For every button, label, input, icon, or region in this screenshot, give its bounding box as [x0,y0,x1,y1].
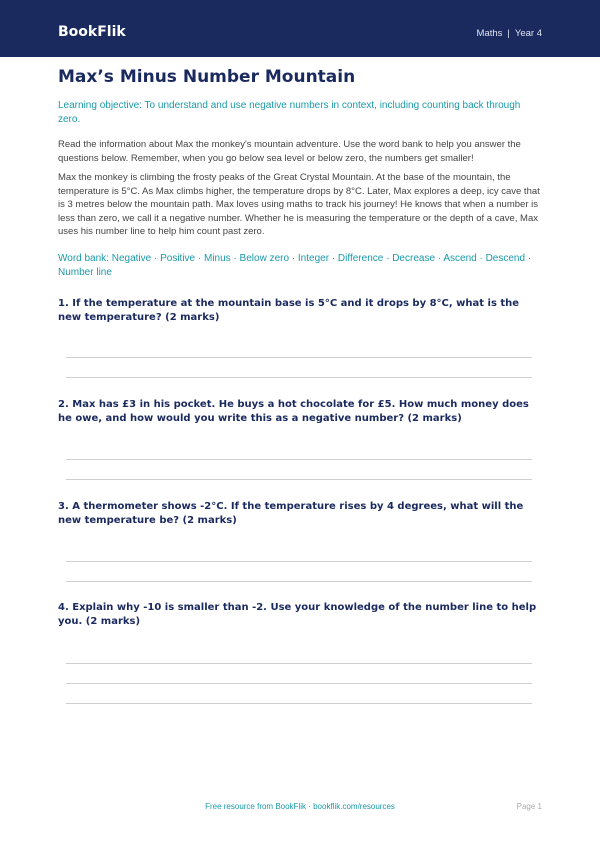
worksheet-title: Max’s Minus Number Mountain [58,67,356,87]
subject-label [477,28,542,39]
answer-line[interactable] [66,357,532,358]
answer-line[interactable] [66,703,532,704]
question-1: 1. If the temperature at the mountain base is 5°C and it drops by 8°C, what is the new temperature? (2 marks) [58,298,520,323]
year-group: Year 4 [514,28,542,39]
answer-line[interactable] [66,479,532,480]
footer-credit: Free resource from BookFlik · bookflik.com/resources [205,802,395,811]
instructions-paragraph: Read the information about Max the monkey's mountain adventure. Use the word bank to help you answer the questions below. Remember, when you go below sea level or below zero, the numbers get smaller! [58,139,521,164]
subject-name: Maths [476,28,503,39]
brand-logo: BookFlik [58,24,126,40]
word-bank: Word bank: Negative · Positive · Minus · Below zero · Integer · Difference · Decrease · Ascend · Descend · Number line [58,253,532,278]
answer-line[interactable] [66,683,532,684]
question-2: 2. Max has £3 in his pocket. He buys a hot chocolate for £5. How much money does he owe, and how would you write this as a negative number? (2 marks) [58,399,529,424]
answer-line[interactable] [66,561,532,562]
answer-line[interactable] [66,459,532,460]
question-3: 3. A thermometer shows -2°C. If the temperature rises by 4 degrees, what will the new temperature be? (2 marks) [58,501,524,526]
page-header [0,0,600,57]
answer-line[interactable] [66,581,532,582]
answer-line[interactable] [66,377,532,378]
answer-line[interactable] [66,663,532,664]
question-4: 4. Explain why -10 is smaller than -2. Use your knowledge of the number line to help you. (2 marks) [58,602,537,627]
subject-separator: | [507,28,510,39]
story-paragraph: Max the monkey is climbing the frosty peaks of the Great Crystal Mountain. At the base of the mountain, the temperature is 5°C. As Max climbs higher, the temperature drops by 8°C. Later, Max explores a deep, icy cave that is 3 metres below the mountain path. Max loves using maths to track his journey! He knows that when a number is less than zero, we call it a negative number. Whether he is measuring the temperature or the depth of a cave, Max uses his number line to help him count past zero. [58,172,540,237]
page-number: Page 1 [516,802,542,811]
learning-objective: Learning objective: To understand and use negative numbers in context, including counting back through zero. [58,100,521,125]
